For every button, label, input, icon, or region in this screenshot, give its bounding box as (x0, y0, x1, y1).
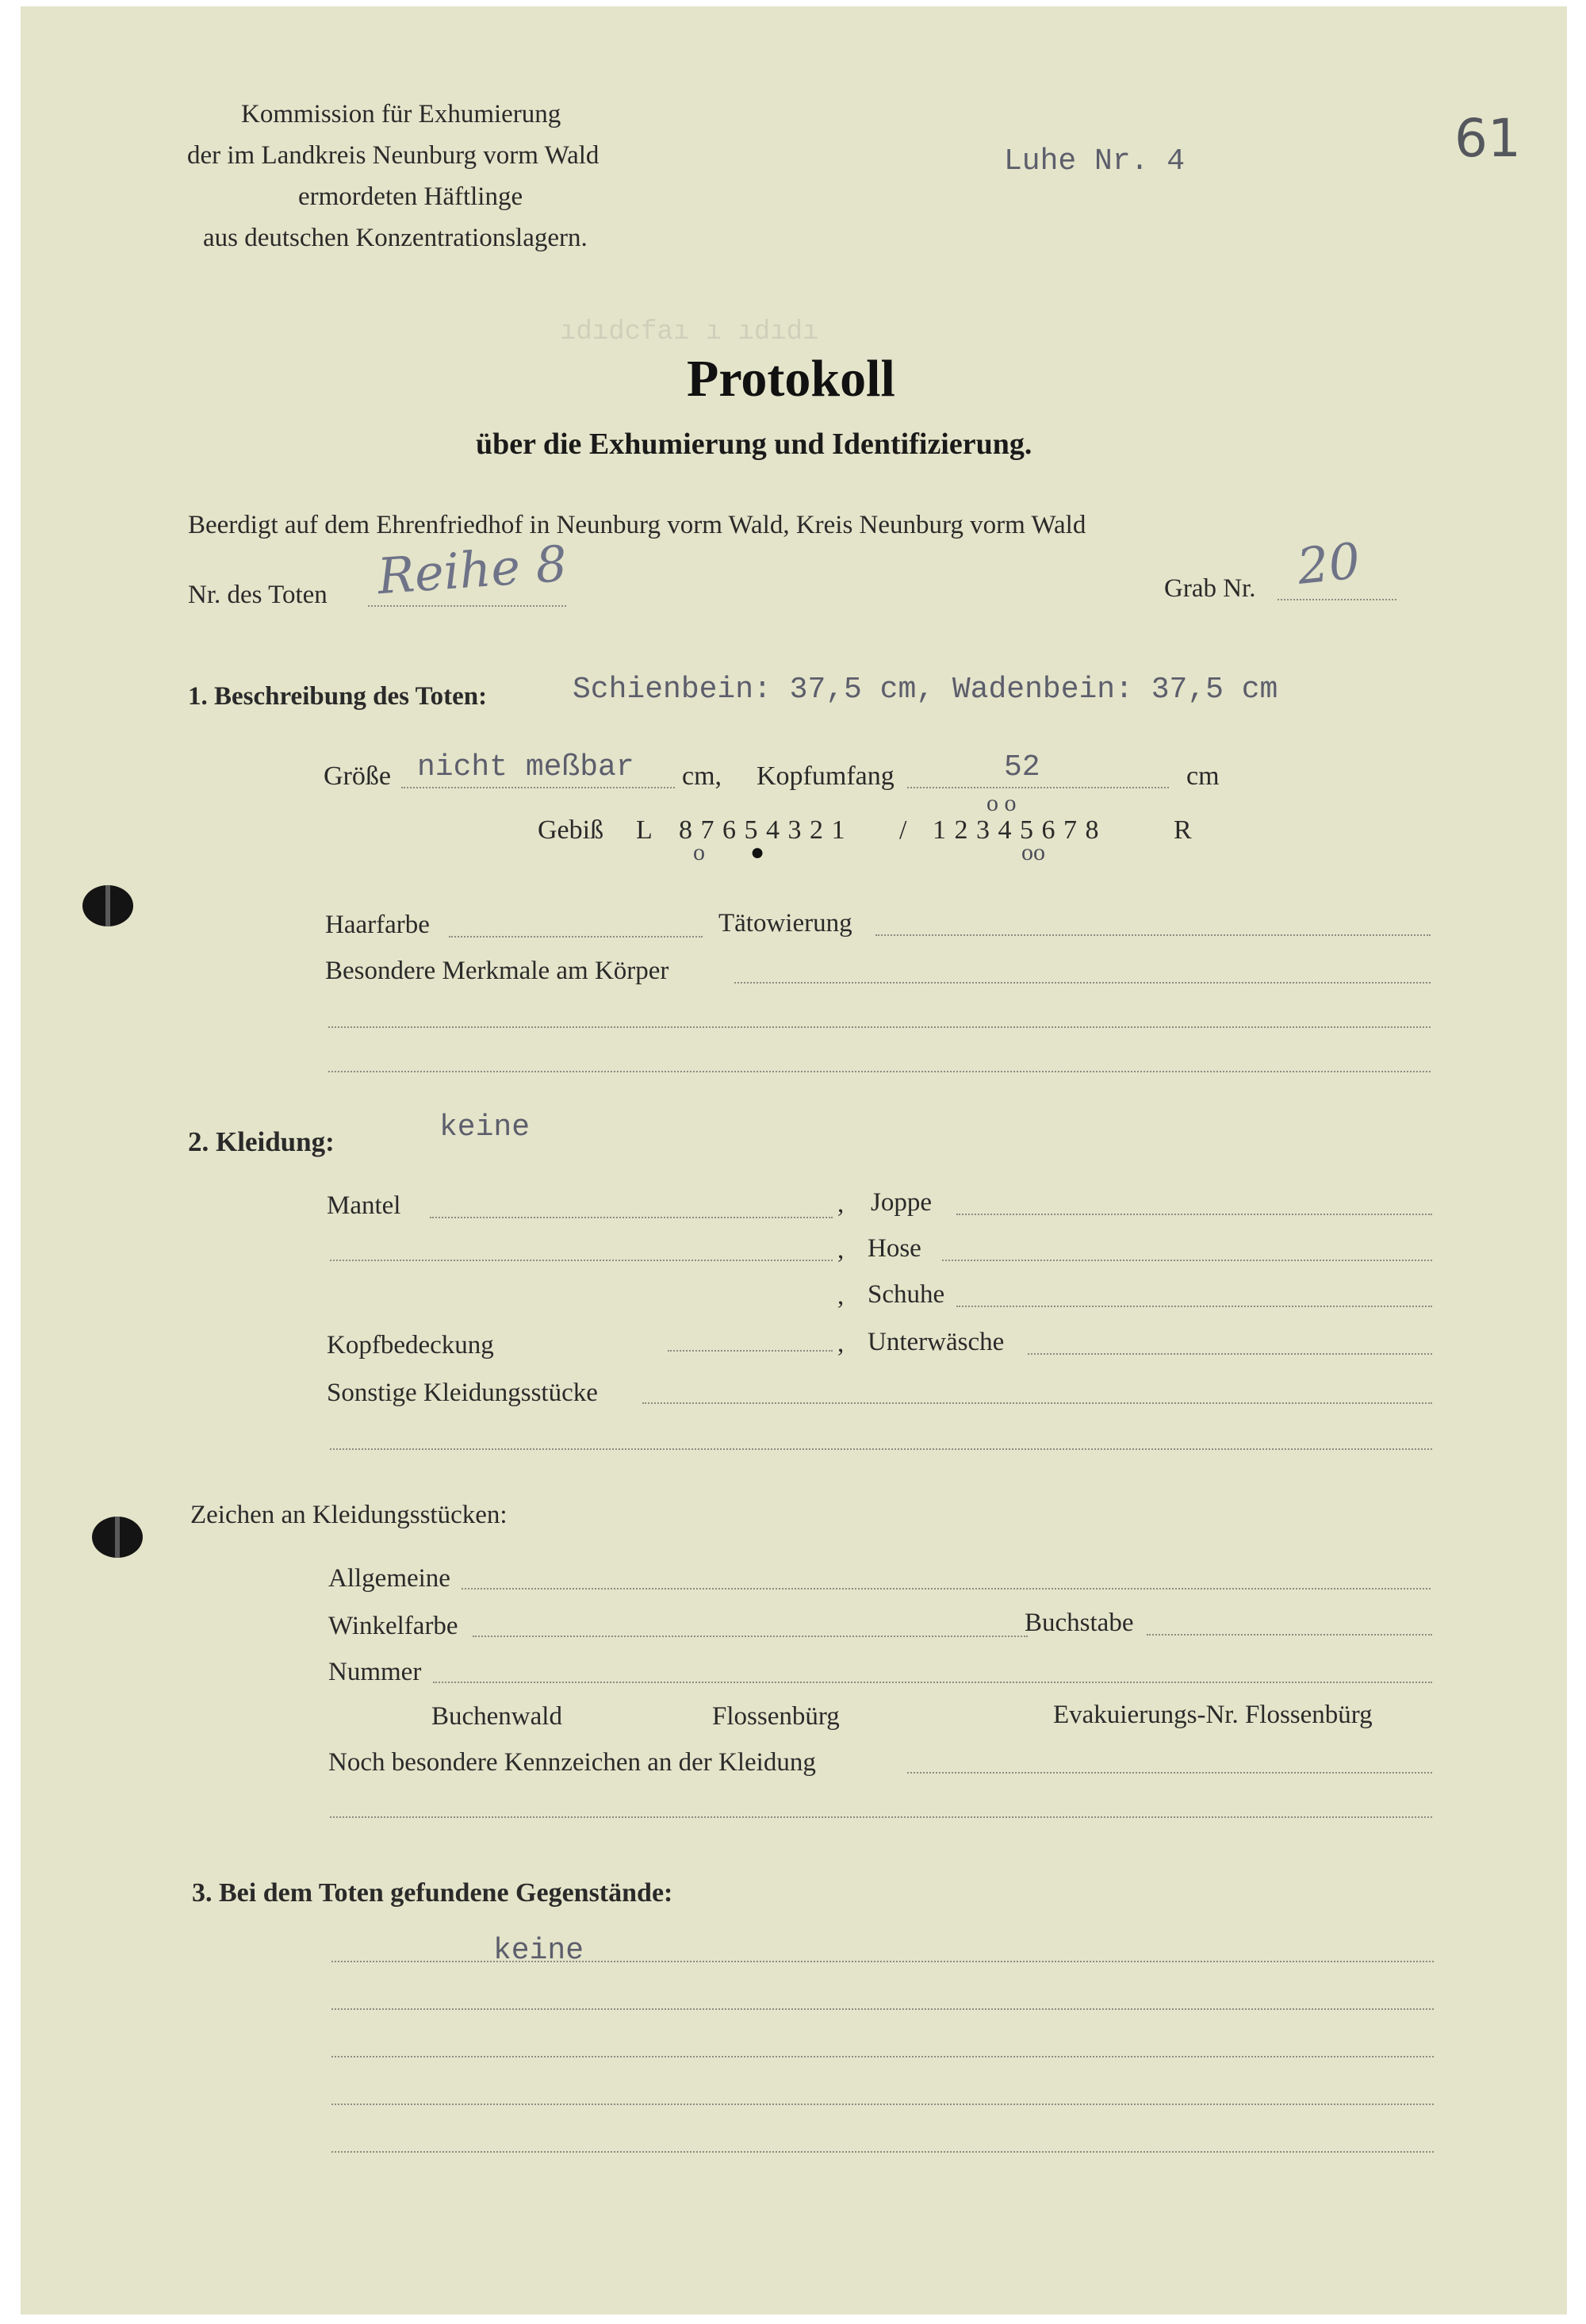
height-line (401, 787, 675, 788)
head-circumference-value: 52 (1004, 750, 1040, 784)
dead-number-value: Reihe 8 (375, 534, 569, 606)
teeth-label: Gebiß (538, 815, 604, 845)
other-clothing-line (330, 1448, 1432, 1450)
hair-color-label: Haarfarbe (325, 911, 430, 939)
jacket-label: Joppe (871, 1188, 932, 1217)
tattoo-label: Tätowierung (718, 909, 852, 938)
found-items-line (331, 2103, 1434, 2105)
teeth-right-digits: 1 2 3 4 5 6 7 8 (933, 815, 1099, 845)
height-unit: cm, (682, 761, 722, 791)
body-marks-line (328, 1026, 1431, 1028)
commission-line-2: der im Landkreis Neunburg vorm Wald (187, 141, 600, 170)
flossenburg-label: Flossenbürg (712, 1702, 840, 1731)
comma-shoes: , (837, 1282, 845, 1310)
page-number: 61 (1454, 108, 1521, 169)
found-items-line (331, 2008, 1434, 2010)
grave-number-line (1278, 599, 1396, 600)
tooth-mark: oo (1021, 839, 1045, 865)
hair-color-line (449, 936, 703, 938)
found-items-value: keine (493, 1934, 584, 1968)
teeth-right-marker: R (1174, 815, 1192, 845)
other-clothing-label: Sonstige Kleidungsstücke (327, 1379, 598, 1407)
found-items-line (331, 2151, 1434, 2153)
section-3-heading: 3. Bei dem Toten gefundene Gegenstände: (192, 1878, 673, 1908)
underwear-label: Unterwäsche (868, 1328, 1005, 1356)
found-items-line (331, 1961, 1434, 1962)
general-line (462, 1588, 1431, 1590)
punch-hole-bottom (92, 1517, 143, 1558)
letter-label: Buchstabe (1025, 1609, 1134, 1637)
clothing-marks-heading: Zeichen an Kleidungsstücken: (190, 1501, 508, 1529)
height-label: Größe (324, 761, 391, 791)
tattoo-line (875, 934, 1431, 936)
page-title: Protokoll (687, 350, 895, 408)
show-through-text: ıdıdcfaı ı ıdıdı (560, 317, 819, 347)
dead-number-label: Nr. des Toten (188, 581, 328, 609)
teeth-left-marker: L (636, 815, 653, 845)
other-marks-line (907, 1772, 1432, 1774)
section-1-heading: 1. Beschreibung des Toten: (188, 682, 488, 711)
number-label: Nummer (328, 1658, 422, 1686)
document-page (21, 6, 1567, 2314)
trousers-left-line (330, 1260, 833, 1261)
shoes-label: Schuhe (868, 1280, 945, 1309)
head-circumference-line (907, 787, 1169, 788)
evacuation-number-label: Evakuierungs-Nr. Flossenbürg (1053, 1701, 1373, 1729)
body-marks-line (734, 982, 1431, 984)
other-marks-label: Noch besondere Kennzeichen an der Kleidung (328, 1748, 816, 1777)
section-2-heading: 2. Kleidung: (188, 1126, 335, 1157)
punch-hole-top (82, 885, 133, 926)
other-marks-line (330, 1816, 1432, 1818)
headwear-label: Kopfbedeckung (327, 1331, 494, 1360)
commission-line-4: aus deutschen Konzentrationslagern. (203, 224, 588, 252)
dead-number-line (368, 605, 566, 607)
other-clothing-line (642, 1402, 1432, 1404)
grave-number-label: Grab Nr. (1164, 574, 1256, 603)
teeth-left-digits: 8 7 6 5 4 3 2 1 (679, 815, 845, 845)
underwear-line (1028, 1353, 1432, 1355)
commission-line-3: ermordeten Häftlinge (298, 182, 523, 211)
letter-line (1147, 1634, 1432, 1636)
general-label: Allgemeine (328, 1564, 450, 1593)
comma-trousers: , (837, 1236, 845, 1264)
comma-jacket: , (837, 1190, 845, 1218)
found-items-line (331, 2056, 1434, 2057)
clothing-value: keine (439, 1110, 531, 1145)
winkel-color-label: Winkelfarbe (328, 1612, 458, 1640)
burial-line: Beerdigt auf dem Ehrenfriedhof in Neunburg vorm Wald, Kreis Neunburg vorm Wald (188, 511, 1086, 539)
trousers-line (942, 1260, 1432, 1261)
buchenwald-label: Buchenwald (431, 1702, 562, 1731)
coat-label: Mantel (327, 1191, 401, 1220)
tooth-mark: o o (986, 790, 1017, 816)
body-marks-line (328, 1071, 1431, 1072)
shoes-line (956, 1306, 1432, 1307)
headwear-line (668, 1350, 833, 1352)
tooth-mark: o (693, 839, 705, 865)
winkel-color-line (473, 1636, 1028, 1637)
height-value: nicht meßbar (417, 750, 634, 784)
jacket-line (956, 1214, 1432, 1215)
bone-measurements: Schienbein: 37,5 cm, Wadenbein: 37,5 cm (573, 673, 1278, 707)
head-circumference-label: Kopfumfang (757, 761, 895, 791)
teeth-separator: / (899, 815, 907, 845)
coat-line (430, 1217, 833, 1218)
head-circumference-unit: cm (1186, 761, 1220, 791)
grave-number-value: 20 (1294, 531, 1363, 596)
trousers-label: Hose (868, 1234, 921, 1263)
reference-number: Luhe Nr. 4 (1004, 144, 1186, 178)
comma-underwear: , (837, 1329, 845, 1358)
tooth-mark: ● (750, 839, 765, 865)
commission-line-1: Kommission für Exhumierung (241, 100, 561, 128)
body-marks-label: Besondere Merkmale am Körper (325, 957, 669, 985)
number-line (433, 1682, 1432, 1683)
page-subtitle: über die Exhumierung und Identifizierung. (476, 428, 1032, 461)
